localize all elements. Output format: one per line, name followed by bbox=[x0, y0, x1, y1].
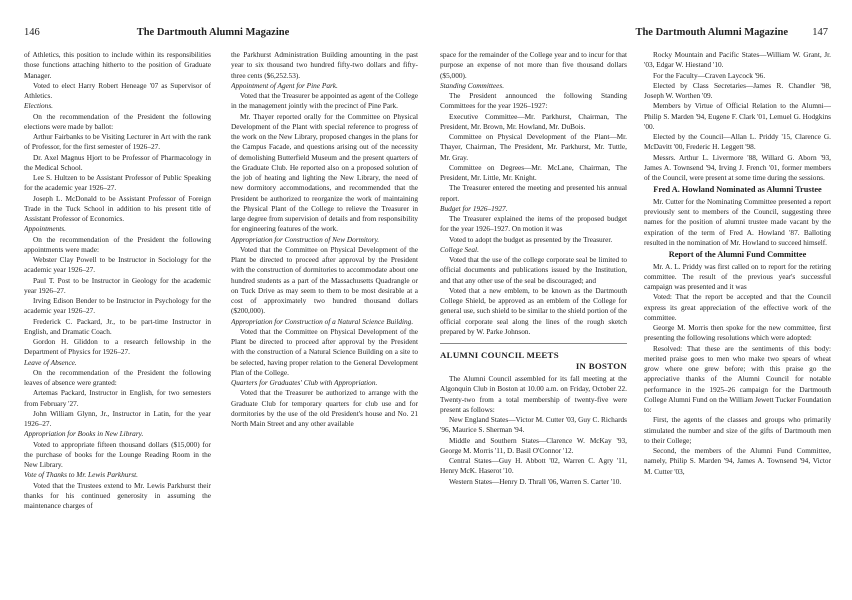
left-page-header bbox=[24, 27, 402, 41]
section-heading: Leave of Absence. bbox=[24, 357, 77, 367]
paragraph: Arthur Fairbanks to be Visiting Lecturer in Art with the rank of Professor, for the first semester of 1926–27. bbox=[24, 132, 211, 152]
paragraph: Mr. A. L. Priddy was first called on to report for the retiring committee. The result of the previous year's successful campaign was presented and it was bbox=[644, 261, 831, 291]
left-column-1 bbox=[24, 50, 211, 596]
paragraph: Joseph L. McDonald to be Assistant Professor of Foreign Trade in the Tuck School in addition to his present title of Assistant Professor of Economics. bbox=[24, 193, 211, 223]
section-heading: Budget for 1926–1927. bbox=[440, 203, 508, 213]
paragraph: space for the remainder of the College year and to incur for that purpose an expense of not more than five thousand dollars ($5,000). bbox=[440, 50, 627, 80]
paragraph: Voted that the Committee on Physical Development of the Plant be directed to proceed after approval by the President with the construction of dormitories to accommodate about one hundred students as a part of the Massachusetts Quadrangle or on Tuck Drive as may seem to them to be most desirable at a cost of approximately two hundred thousand dollars ($200,000). bbox=[231, 244, 418, 316]
section-heading: Appointments. bbox=[24, 224, 66, 234]
paragraph: Middle and Southern States—Clarence W. McKay '93, George M. Morris '11, D. Basil O'Connor '12. bbox=[440, 435, 627, 455]
section-divider bbox=[440, 343, 627, 344]
paragraph: George M. Morris then spoke for the new committee, first presenting the following resolutions which were adopted: bbox=[644, 323, 831, 343]
section-title: Report of the Alumni Fund Committee bbox=[668, 250, 807, 259]
paragraph: Second, the members of the Alumni Fund Committee, namely, Philip S. Marden '94, James A. Townsend '94, Victor M. Cutter '03, bbox=[644, 446, 831, 476]
section-heading: Vote of Thanks to Mr. Lewis Parkhurst. bbox=[24, 470, 138, 480]
paragraph: Members by Virtue of Official Relation to the Alumni—Philip S. Marden '94, Eugene F. Clark '01, Lemuel G. Hodgkins '00. bbox=[644, 101, 831, 131]
paragraph: First, the agents of the classes and groups who primarily stimulated the number and size of the gifts of Dartmouth men to their College; bbox=[644, 415, 831, 445]
paragraph: On the recommendation of the President the following leaves of absence were granted: bbox=[24, 367, 211, 387]
paragraph: Frederick C. Packard, Jr., to be part-time Instructor in English, and Dramatic Coach. bbox=[24, 316, 211, 336]
paragraph: On the recommendation of the President the following appointments were made: bbox=[24, 234, 211, 254]
paragraph: Rocky Mountain and Pacific States—William W. Grant, Jr. '03, Edgar W. Hiestand '10. bbox=[644, 50, 831, 70]
paragraph: Executive Committee—Mr. Parkhurst, Chairman, The President, Mr. Brown, Mr. Howland, Mr. DuBois. bbox=[440, 111, 627, 131]
page-number: 147 bbox=[812, 27, 828, 38]
paragraph: On the recommendation of the President the following elections were made by ballot: bbox=[24, 111, 211, 131]
paragraph: Lee S. Hultzen to be Assistant Professor of Public Speaking for the academic year 1926–27. bbox=[24, 173, 211, 193]
heading-line-2: IN BOSTON bbox=[575, 361, 627, 371]
paragraph: of Athletics, this position to include within its responsibilities those functions attaching hitherto to the position of Graduate Manager. bbox=[24, 50, 211, 80]
paragraph: Voted that a new emblem, to be known as the Dartmouth College Shield, be approved as an emblem of the College for general use, such shield to be similar to the shield portion of the official corporate seal along the lines of the rough sketch prepared by W. Parke Johnson. bbox=[440, 285, 627, 336]
right-page bbox=[426, 0, 852, 600]
section-title: Fred A. Howland Nominated as Alumni Trustee bbox=[653, 185, 822, 195]
paragraph: John William Glynn, Jr., Instructor in Latin, for the year 1926–27. bbox=[24, 408, 211, 428]
section-heading: Quarters for Graduates' Club with Appropriation. bbox=[231, 378, 378, 387]
section-heading: Standing Committees. bbox=[440, 80, 505, 90]
paragraph: For the Faculty—Craven Laycock '96. bbox=[653, 70, 766, 80]
paragraph: Messrs. Arthur L. Livermore '88, Willard G. Aborn '93, James A. Townsend '94, Irving J. French '01, former members of the Council, were present at some time during the sessions. bbox=[644, 152, 831, 182]
section-heading: Appropriation for Books in New Library. bbox=[24, 429, 144, 439]
paragraph: Paul T. Post to be Instructor in Geology for the academic year 1926–27. bbox=[24, 275, 211, 295]
paragraph: The Treasurer explained the items of the proposed budget for the year 1926–1927. On motion it was bbox=[440, 214, 627, 234]
paragraph: Elected by the Council—Allan L. Priddy '15, Clarence G. McDavitt '00, Frederic H. Leggett '98. bbox=[644, 132, 831, 152]
article-heading bbox=[440, 350, 627, 372]
running-title: The Dartmouth Alumni Magazine bbox=[136, 27, 290, 38]
paragraph: Resolved: That these are the sentiments of this body: merited praise goes to men who make two spears of wheat grow where one grew before; with this praise go the appreciative thanks of the Alumni Council for notable performance in the 1925–26 campaign for the Dartmouth College Alumni Fund on the William Jewett Tucker Foundation to: bbox=[644, 343, 831, 414]
section-heading: Elections. bbox=[24, 101, 53, 111]
paragraph: The Treasurer entered the meeting and presented his annual report. bbox=[440, 183, 627, 203]
paragraph: Irving Edison Bender to be Instructor in Psychology for the academic year 1926–27. bbox=[24, 296, 211, 316]
paragraph: Mr. Thayer reported orally for the Committee on Physical Development of the Plant with special reference to progress of the work on the New Library, proposed changes in the plans for the Campus Facade, and questions arising out of the necessity of demolishing Butterfield Museum and the present quarters of the Graduate Club. He reported also on a proposed solution of the job of heating and lighting the New Library, the need of new dormitory accommodations, and recommended that the President be authorized to reorganize the work of maintaining the Physical Plant of the College to relieve the Treasurer in large degree from supervision of details and from responsibility for engineering features of the work. bbox=[231, 111, 418, 234]
right-column-1 bbox=[440, 50, 627, 596]
paragraph: Voted that the use of the college corporate seal be limited to official documents and publications issued by the Institution, and that any other use of the seal be discouraged; and bbox=[440, 255, 627, 285]
paragraph: Committee on Degrees—Mr. McLane, Chairman, The President, Mr. Little, Mr. Knight. bbox=[440, 162, 627, 182]
section-heading: Appropriation for Construction of New Dormitory. bbox=[231, 234, 380, 244]
paragraph: Gordon H. Gliddon to a research fellowship in the Department of Physics for 1926–27. bbox=[24, 337, 211, 357]
paragraph: Mr. Cutter for the Nominating Committee presented a report previously sent to members of the Council, suggesting three names for the position of alumni trustee made vacant by the expiration of the term of Fred A. Howland '87. Balloting resulted in the nomination of Mr. Howland to succeed himself. bbox=[644, 196, 831, 247]
right-page-header bbox=[450, 27, 828, 41]
paragraph: Artemas Packard, Instructor in English, for two semesters from February '27. bbox=[24, 388, 211, 408]
paragraph: Webster Clay Powell to be Instructor in Sociology for the academic year 1926–27. bbox=[24, 255, 211, 275]
paragraph: The President announced the following Standing Committees for the year 1926–1927: bbox=[440, 91, 627, 111]
paragraph: Voted that the Treasurer be authorized to arrange with the Graduate Club for temporary quarters for club use and for dormitories by the use of the old President's house and No. 21 North Main Street and any other available bbox=[231, 388, 418, 428]
paragraph: Voted that the Committee on Physical Development of the Plant be directed to proceed after approval by the President with the construction of a Natural Science Building on a site to be selected, having proper relation to the General Development Plan of the College. bbox=[231, 326, 418, 377]
paragraph: Dr. Axel Magnus Hjort to be Professor of Pharmacology in the Medical School. bbox=[24, 152, 211, 172]
running-title: The Dartmouth Alumni Magazine bbox=[635, 27, 788, 38]
left-column-2 bbox=[231, 50, 418, 596]
paragraph: The Alumni Council assembled for its fall meeting at the Algonquin Club in Boston at 10.00 a.m. on Friday, October 22. Twenty-two from a total membership of twenty-five were present as follows: bbox=[440, 374, 627, 414]
paragraph: Elected by Class Secretaries—James R. Chandler '98, Joseph W. Worthen '09. bbox=[644, 80, 831, 100]
paragraph: Voted to adopt the budget as presented by the Treasurer. bbox=[449, 234, 613, 244]
paragraph: New England States—Victor M. Cutter '03, Guy C. Richards '96, Maurice S. Sherman '94. bbox=[440, 415, 627, 435]
page-number: 146 bbox=[24, 27, 40, 38]
section-heading: Appointment of Agent for Pine Park. bbox=[231, 80, 338, 90]
section-heading: College Seal. bbox=[440, 244, 479, 254]
paragraph: Voted to appropriate fifteen thousand dollars ($15,000) for the purchase of books for the Lounge Reading Room in the New Library. bbox=[24, 439, 211, 469]
right-column-2 bbox=[644, 50, 831, 596]
paragraph: Committee on Physical Development of the Plant—Mr. Thayer, Chairman, The President, Mr. Parkhurst, Mr. Tuttle, Mr. Gray. bbox=[440, 132, 627, 162]
paragraph: Western States—Henry D. Thrall '06, Warren S. Carter '10. bbox=[449, 476, 622, 486]
section-heading: Appropriation for Construction of a Natural Science Building. bbox=[231, 316, 414, 326]
paragraph: Voted that the Trustees extend to Mr. Lewis Parkhurst their thanks for his continued generosity in assuming the maintenance charges of bbox=[24, 480, 211, 510]
paragraph: Voted that the Treasurer be appointed as agent of the College in the management jointly with the precinct of Pine Park. bbox=[231, 91, 418, 111]
paragraph: Voted to elect Harry Robert Heneage '07 as Supervisor of Athletics. bbox=[24, 80, 211, 100]
paragraph: Central States—Guy H. Abbott '02, Warren C. Agry '11, Henry McK. Haserot '10. bbox=[440, 456, 627, 476]
paragraph: the Parkhurst Administration Building amounting in the past year to six thousand two hundred fifty-two dollars and fifty-three cents ($6,252.53). bbox=[231, 50, 418, 80]
heading-line-1: ALUMNI COUNCIL MEETS bbox=[440, 350, 559, 360]
paragraph: Voted: That the report be accepted and that the Council express its great appreciation of the effective work of the committee. bbox=[644, 292, 831, 322]
